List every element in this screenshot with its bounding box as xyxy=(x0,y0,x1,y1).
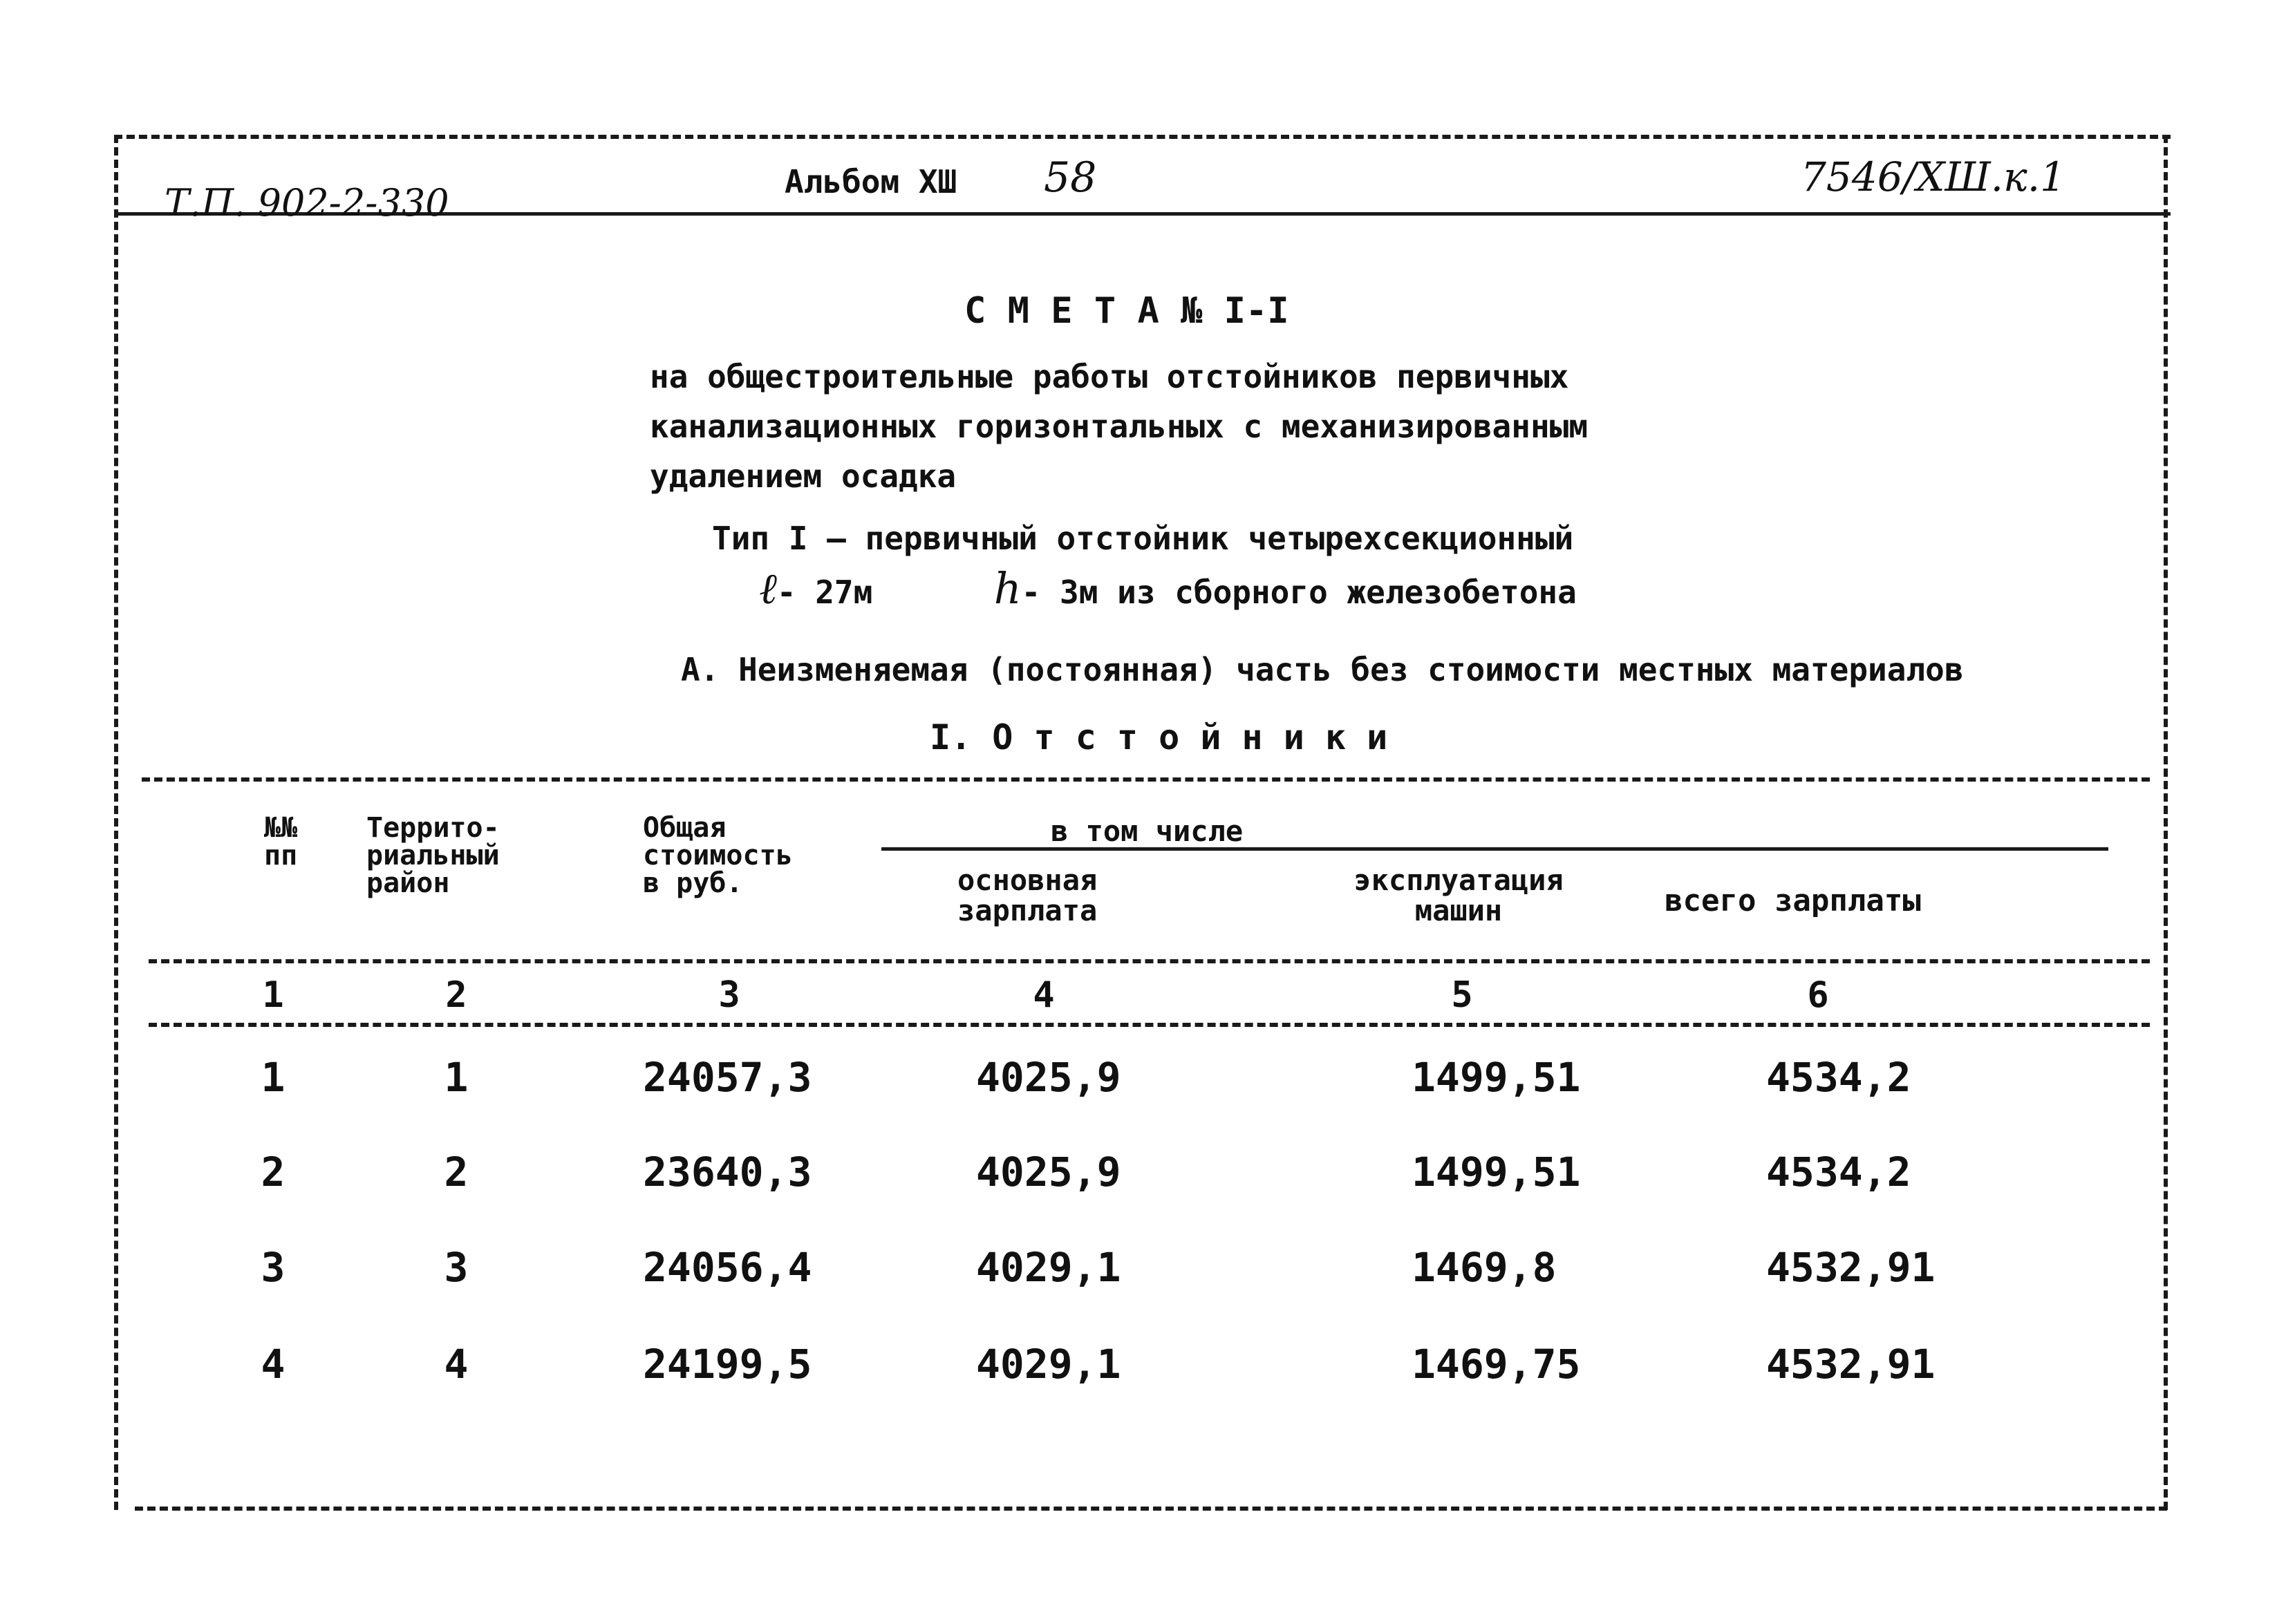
estimate-description-line-1: на общестроительные работы отстойников первичных xyxy=(650,358,1569,395)
table-cell: 4025,9 xyxy=(976,1054,1121,1101)
table-cell: 23640,3 xyxy=(643,1149,812,1196)
column-numbers-rule xyxy=(149,1023,2150,1027)
header-col4: основная зарплата xyxy=(957,863,1098,927)
section-a-heading: А. Неизменяемая (постоянная) часть без стоимости местных материалов xyxy=(681,651,1964,688)
header-group-label: в том числе xyxy=(1051,814,1244,848)
column-number: 1 xyxy=(262,974,284,1016)
header-col3: Общая стоимость в руб. xyxy=(643,812,793,899)
table-cell: 1 xyxy=(444,1054,469,1101)
table-cell: 3 xyxy=(261,1244,285,1291)
table-cell: 24057,3 xyxy=(643,1054,812,1101)
table-cell: 24199,5 xyxy=(643,1341,812,1388)
table-cell: 4029,1 xyxy=(976,1244,1121,1291)
estimate-title: С М Е Т А № I-I xyxy=(964,290,1289,332)
table-cell: 1469,8 xyxy=(1412,1244,1557,1291)
album-label: Альбом XШ xyxy=(785,163,957,200)
column-number: 3 xyxy=(718,974,740,1016)
estimate-description-line-3: удалением осадка xyxy=(650,457,957,495)
section-1-heading: I. О т с т о й н и к и xyxy=(930,717,1388,757)
estimate-description-line-2: канализационных горизонтальных с механизированным xyxy=(650,408,1589,445)
table-cell: 4 xyxy=(444,1341,469,1388)
table-cell: 2 xyxy=(261,1149,285,1196)
column-number: 4 xyxy=(1033,974,1055,1016)
height-symbol: h xyxy=(993,563,1022,614)
table-cell: 4534,2 xyxy=(1766,1149,1911,1196)
table-cell: 1469,75 xyxy=(1412,1341,1581,1388)
table-cell: 4532,91 xyxy=(1766,1341,1936,1388)
table-cell: 24056,4 xyxy=(643,1244,812,1291)
table-cell: 1499,51 xyxy=(1412,1054,1581,1101)
page-number: 58 xyxy=(1044,153,1097,202)
frame-right-border xyxy=(2164,135,2168,1510)
table-cell: 4 xyxy=(261,1341,285,1388)
table-cell: 1499,51 xyxy=(1412,1149,1581,1196)
frame-bottom-border xyxy=(135,1507,2167,1511)
header-col6: всего зарплаты xyxy=(1665,883,1921,918)
length-symbol: ℓ xyxy=(759,563,777,614)
table-cell: 2 xyxy=(444,1149,469,1196)
frame-left-border xyxy=(114,135,118,1510)
dimensions-line xyxy=(759,563,1577,614)
frame-top-border xyxy=(114,135,2171,139)
table-cell: 4029,1 xyxy=(976,1341,1121,1388)
table-top-rule xyxy=(142,777,2150,782)
header-col5: эксплуатация машин xyxy=(1353,863,1564,927)
table-cell: 4025,9 xyxy=(976,1149,1121,1196)
project-code: Т.П. 902-2-330 xyxy=(165,181,449,225)
inventory-number: 7546/ХШ.к.1 xyxy=(1801,153,2066,200)
height-value: - 3м из сборного железобетона xyxy=(1021,574,1577,611)
header-bottom-rule xyxy=(149,959,2150,963)
column-number: 5 xyxy=(1451,974,1473,1016)
column-number: 6 xyxy=(1807,974,1829,1016)
header-col2: Террито- риальный район xyxy=(366,812,500,899)
table-cell: 4532,91 xyxy=(1766,1244,1936,1291)
column-number: 2 xyxy=(445,974,467,1016)
table-cell: 1 xyxy=(261,1054,285,1101)
table-cell: 4534,2 xyxy=(1766,1054,1911,1101)
header-col1: №№ пп xyxy=(264,812,298,871)
settler-type-line: Тип I – первичный отстойник четырехсекционный xyxy=(712,520,1574,557)
table-cell: 3 xyxy=(444,1244,469,1291)
length-value: - 27м xyxy=(776,574,873,611)
